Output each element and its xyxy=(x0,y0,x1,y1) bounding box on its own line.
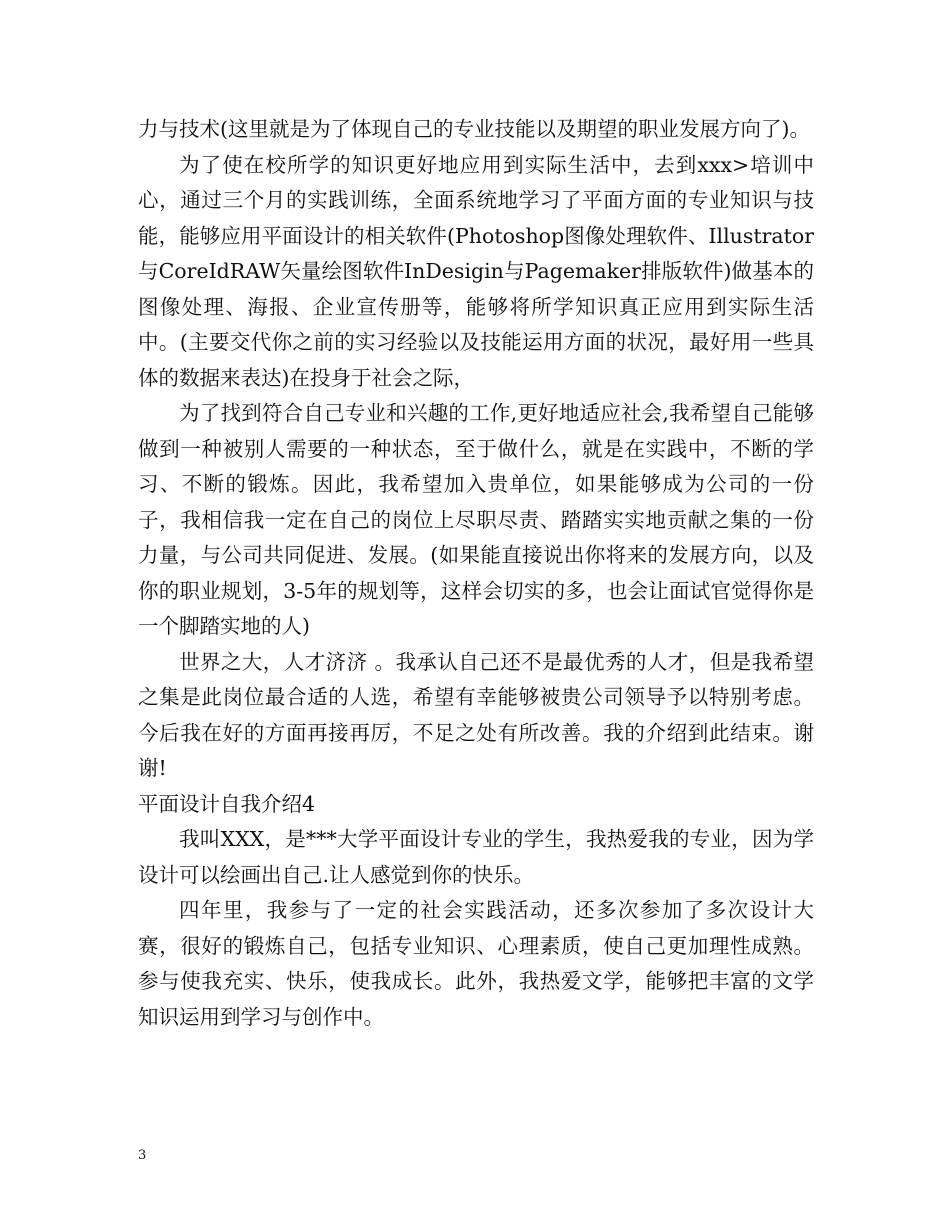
paragraph-training: 为了使在校所学的知识更好地应用到实际生活中，去到xxx>培训中心，通过三个月的实践训练，全面系统地学习了平面方面的专业知识与技能，能够应用平面设计的相关软件(Photoshop图像处理软件、Illustrator与CoreIdRAW矢量绘图软件InDesigin与Pagemaker排版软件)做基本的图像处理、海报、企业宣传册等，能够将所学知识真正应用到实际生活中。(主要交代你之前的实习经验以及技能运用方面的状况，最好用一些具体的数据来表达)在投身于社会之际， xyxy=(138,152,814,390)
paragraph-intro: 我叫XXX，是***大学平面设计专业的学生，我热爱我的专业，因为学设计可以绘画出自己.让人感觉到你的快乐。 xyxy=(138,827,814,887)
page-number: 3 xyxy=(138,1148,147,1163)
paragraph-continuation: 力与技术(这里就是为了体现自己的专业技能以及期望的职业发展方向了)。 xyxy=(138,117,810,141)
document-body xyxy=(138,112,814,1035)
section-heading: 平面设计自我介绍4 xyxy=(138,791,316,816)
paragraph-goals: 为了找到符合自己专业和兴趣的工作,更好地适应社会,我希望自己能够做到一种被别人需要的一种状态，至于做什么，就是在实践中，不断的学习、不断的锻炼。因此，我希望加入贵单位，如果能够成为公司的一份子，我相信我一定在自己的岗位上尽职尽责、踏踏实实地贡献之集的一份力量，与公司共同促进、发展。(如果能直接说出你将来的发展方向，以及你的职业规划，3-5年的规划等，这样会切实的多，也会让面试官觉得你是一个脚踏实地的人) xyxy=(138,401,814,638)
paragraph-experience: 四年里，我参与了一定的社会实践活动，还多次参加了多次设计大赛，很好的锻炼自己，包括专业知识、心理素质，使自己更加理性成熟。参与使我充实、快乐，使我成长。此外，我热爱文学，能够把丰富的文学知识运用到学习与创作中。 xyxy=(138,898,814,1029)
paragraph-closing: 世界之大，人才济济 。我承认自己还不是最优秀的人才，但是我希望之集是此岗位最合适的人选，希望有幸能够被贵公司领导予以特别考虑。今后我在好的方面再接再厉，不足之处有所改善。我的介绍到此结束。谢谢! xyxy=(138,649,814,780)
